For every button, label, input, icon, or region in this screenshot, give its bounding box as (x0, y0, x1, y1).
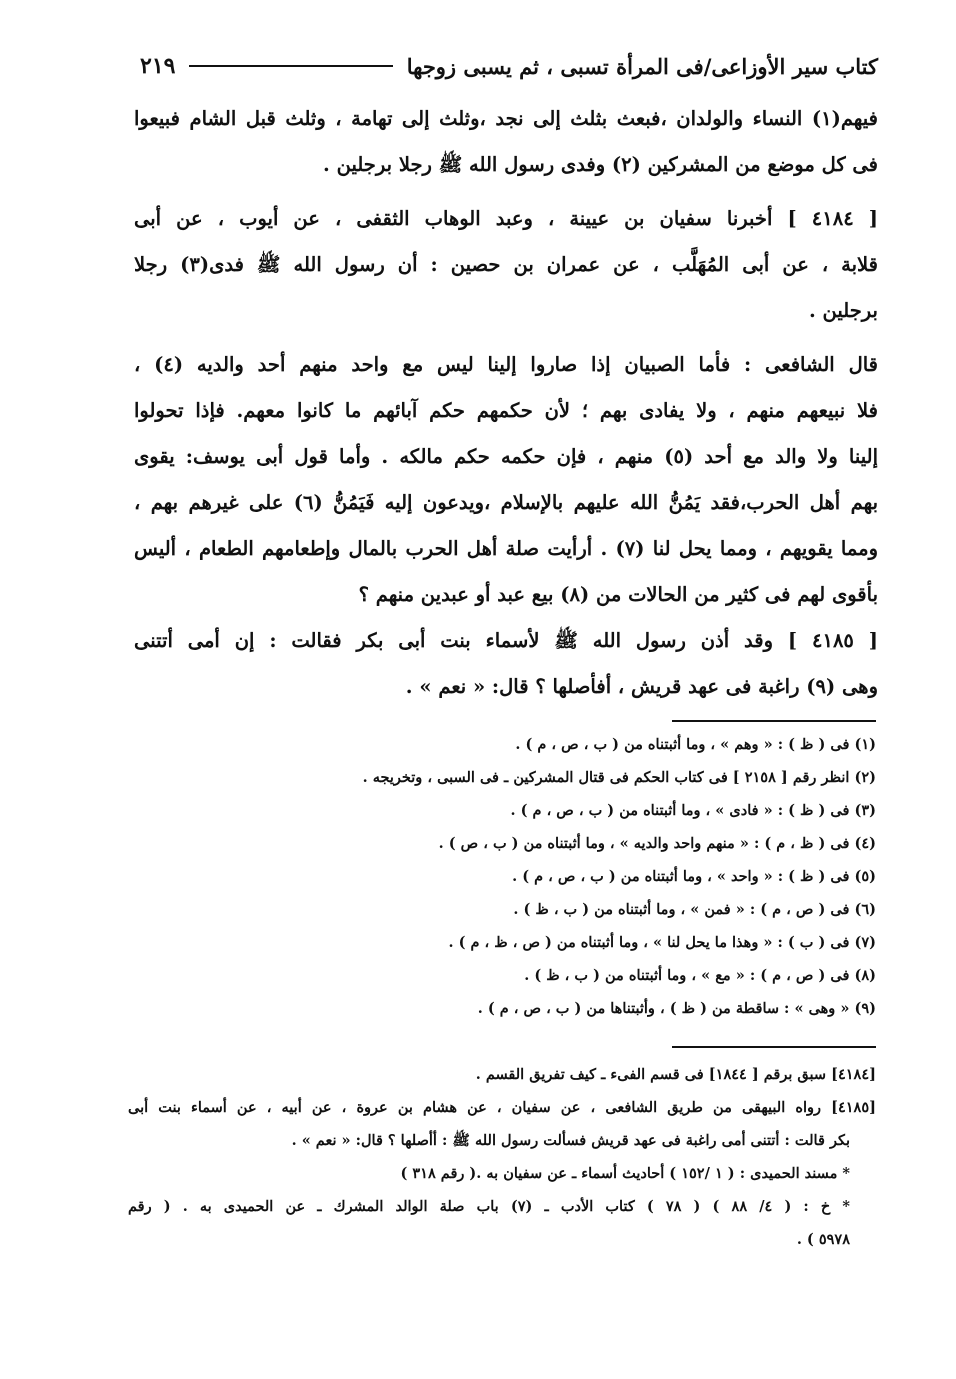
text-line: برجلين . (808, 299, 878, 322)
source-note: ٥٩٧٨ ) . (796, 1231, 850, 1248)
text-line: [ ٤١٨٤ ] أخبرنا سفيان بن عيينة ، وعبد الوهاب الثقفى ، عن أيوب ، عن أبى (134, 207, 878, 230)
source-note: بكر قالت : أتتنى أمى راغبة فى عهد قريش فسألت رسول الله ﷺ : أأصلها ؟ قال: « نعم » . (291, 1132, 850, 1149)
footnotes (140, 728, 876, 1025)
footnote: (٣) فى ( ظ ) : « فادى » ، وما أثبتناه من ( ب ، ص ، م ) . (510, 802, 876, 819)
footnote: (٧) فى ( ب ) : « وهذا ما يحل لنا » ، وما أثبتناه من ( ص ، ظ ، م ) . (448, 934, 876, 951)
text-line: إلينا ولا والد مع أحد (٥) منهم ، فإن حكمه حكم مالكه . وأما قول أبى يوسف: يقوى (134, 445, 878, 468)
source-note: [٤١٨٥] رواه البيهقى من طريق الشافعى ، عن سفيان ، عن هشام بن عروة ، عن أبيه ، عن أسماء بنت أبى (128, 1099, 876, 1116)
source-note: [٤١٨٤] سبق برقم [ ١٨٤٤] فى قسم الفىء ـ كيف تفريق القسم . (475, 1066, 876, 1083)
footnote-divider (672, 720, 876, 722)
hadith-sources (128, 1058, 876, 1256)
text-line: بأقوى لهم فى كثير من الحالات من (٨) بيع عبد أو عبدين منهم ؟ (358, 583, 878, 606)
text-line: ومما يقويهم ، ومما يحل لنا (٧) . أرأيت صلة أهل الحرب بالمال وإطعامهم الطعام ، أليس (134, 537, 878, 560)
main-text (134, 96, 878, 710)
text-line: فلا نبيعهم منهم ، ولا يفادى بهم ؛ لأن حكمهم حكم آبائهم ما كانوا معهم. فإذا تحولوا (134, 399, 878, 422)
text-line: قلابة ، عن أبى المُهَلَّب ، عن عمران بن حصين : أن رسول الله ﷺ فدى(٣) رجلا (134, 253, 879, 276)
footnote: (٤) فى ( ظ ، م ) : « منهم واحد والديه » ، وما أثبتناه من ( ب ، ص ) . (438, 835, 876, 852)
footnote: (٥) فى ( ظ ) : « واحد » ، وما أثبتناه من ( ب ، ص ، م ) . (512, 868, 876, 885)
header-rule (189, 65, 392, 67)
text-line: بهم أهل الحرب،فقد يَمُنُّ الله عليهم بالإسلام ،ويدعون إليه فَيَمُنُّ (٦) على غيرهم بهم ، (134, 491, 878, 514)
text-line: قال الشافعى : فأما الصبيان إذا صاروا إلينا ليس مع واحد منهم أحد والديه (٤) ، (134, 353, 878, 376)
sources-divider (672, 1046, 876, 1048)
footnote: (١) فى ( ظ ) : « وهم » ، وما أثبتناه من ( ب ، ص ، م ) . (515, 736, 876, 753)
page-number: ٢١٩ (140, 53, 176, 79)
running-header (140, 46, 878, 86)
footnote: (٩) « وهى » : ساقطة من ( ظ ) ، وأثبتناها من ( ب ، ص ، م ) . (477, 1000, 876, 1017)
footnote: (٢) انظر رقم [ ٢١٥٨ ] فى كتاب الحكم فى قتال المشركين ـ فى السبى ، وتخريجه . (362, 769, 876, 786)
text-line: فيهم(١) النساء والولدان ،فبعث بثلث إلى نجد ،وثلث إلى تهامة ، وثلث قبل الشام فبيعوا (134, 107, 878, 130)
footnote: (٨) فى ( ص ، م ) : « مع » ، وما أثبتناه من ( ب ، ظ ) . (524, 967, 876, 984)
source-note: * مسند الحميدى : ( ١ /١٥٢ ) أحاديث أسماء ـ عن سفيان به .( رقم ٣١٨ ) (400, 1165, 850, 1182)
footnote: (٦) فى ( ص ، م ) : « فمن » ، وما أثبتناه من ( ب ، ظ ) . (513, 901, 876, 918)
header-title: كتاب سير الأوزاعى/فى المرأة تسبى ، ثم يسبى زوجها (406, 53, 878, 79)
source-note: * خ : ( ٤/ ٨٨ ) ( ٧٨ ) كتاب الأدب ـ (٧) باب صلة الوالد المشرك ـ عن الحميدى به . ( رقم (128, 1198, 850, 1215)
text-line: وهى (٩) راغبة فى عهد قريش ، أفأصلها ؟ قال: « نعم » . (405, 675, 878, 698)
text-line: [ ٤١٨٥ ] وقد أذن رسول الله ﷺ لأسماء بنت أبى بكر فقالت : إن أمى أتتنى (134, 629, 879, 652)
text-line: فى كل موضع من المشركين (٢) وفدى رسول الله ﷺ رجلا برجلين . (323, 153, 878, 176)
